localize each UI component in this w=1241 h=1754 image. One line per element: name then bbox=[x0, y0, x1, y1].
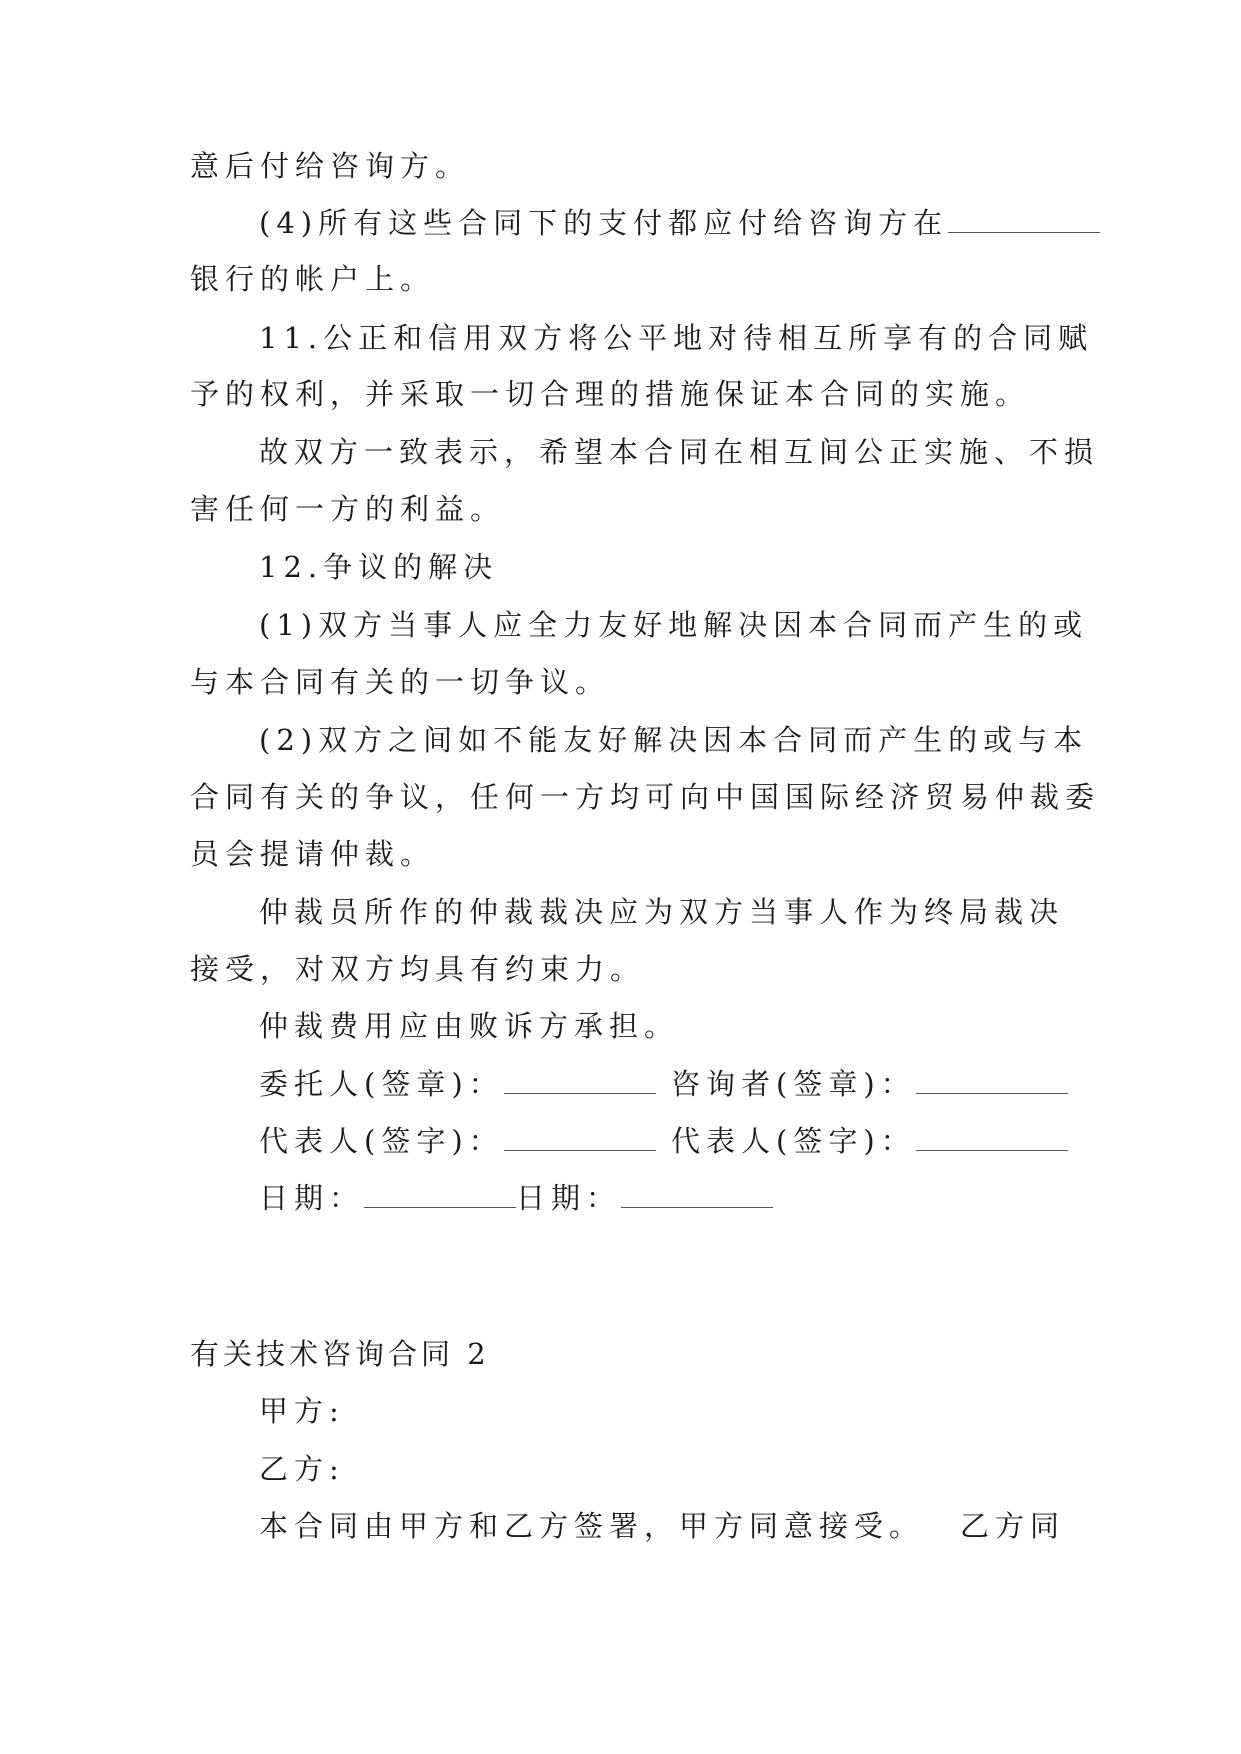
rep-sign-blank bbox=[504, 1122, 656, 1151]
date-label: 日期： bbox=[259, 1181, 365, 1215]
paragraph-line: 11.公正和信用双方将公平地对待相互所享有的合同赋 bbox=[259, 321, 1094, 355]
line-text: (4)所有这些合同下的支付都应付给咨询方在 bbox=[259, 206, 949, 240]
paragraph-line: 故双方一致表示，希望本合同在相互间公正实施、不损 bbox=[259, 435, 1100, 469]
client-seal-label: 委托人(签章)： bbox=[259, 1067, 504, 1101]
paragraph-line: 本合同由甲方和乙方签署，甲方同意接受。 bbox=[259, 1509, 925, 1543]
paragraph-line: (2)双方之间如不能友好解决因本合同而产生的或与本 bbox=[259, 723, 1089, 757]
paragraph-line: 银行的帐户上。 bbox=[190, 262, 436, 296]
consultant-seal-label: 咨询者(签章)： bbox=[671, 1067, 916, 1101]
paragraph-line: 仲裁费用应由败诉方承担。 bbox=[259, 1009, 680, 1043]
signature-row bbox=[259, 1121, 656, 1161]
paragraph-line: 害任何一方的利益。 bbox=[190, 492, 506, 526]
signature-row bbox=[259, 1064, 656, 1104]
date-row bbox=[259, 1178, 773, 1218]
paragraph-line: 与本合同有关的一切争议。 bbox=[190, 665, 611, 699]
signature-row bbox=[671, 1064, 1068, 1104]
consultant-seal-blank bbox=[916, 1065, 1068, 1094]
paragraph-line: 意后付给咨询方。 bbox=[190, 149, 471, 183]
signature-row bbox=[671, 1121, 1068, 1161]
contract-title: 有关技术咨询合同 2 bbox=[190, 1337, 490, 1371]
paragraph-line: 员会提请仲裁。 bbox=[190, 837, 436, 871]
rep-sign-label: 代表人(签字)： bbox=[671, 1124, 916, 1158]
paragraph-line: 予的权利，并采取一切合理的措施保证本合同的实施。 bbox=[190, 377, 1031, 411]
rep-sign-blank bbox=[916, 1122, 1068, 1151]
date-blank bbox=[364, 1179, 516, 1208]
date-blank bbox=[621, 1179, 773, 1208]
date-label: 日期： bbox=[516, 1181, 622, 1215]
paragraph-line: 乙方同 bbox=[960, 1509, 1066, 1543]
party-b-line: 乙方: bbox=[259, 1452, 345, 1486]
paragraph-line bbox=[259, 203, 1100, 243]
client-seal-blank bbox=[504, 1065, 656, 1094]
rep-sign-label: 代表人(签字)： bbox=[259, 1124, 504, 1158]
paragraph-line: 仲裁员所作的仲裁裁决应为双方当事人作为终局裁决 bbox=[259, 895, 1065, 929]
paragraph-line: (1)双方当事人应全力友好地解决因本合同而产生的或 bbox=[259, 608, 1089, 642]
party-a-line: 甲方: bbox=[259, 1394, 345, 1428]
fill-blank bbox=[948, 204, 1100, 233]
paragraph-line: 接受，对双方均具有约束力。 bbox=[190, 952, 646, 986]
section-heading: 12.争议的解决 bbox=[259, 550, 499, 584]
paragraph-line: 合同有关的争议，任何一方均可向中国国际经济贸易仲裁委 bbox=[190, 780, 1101, 814]
